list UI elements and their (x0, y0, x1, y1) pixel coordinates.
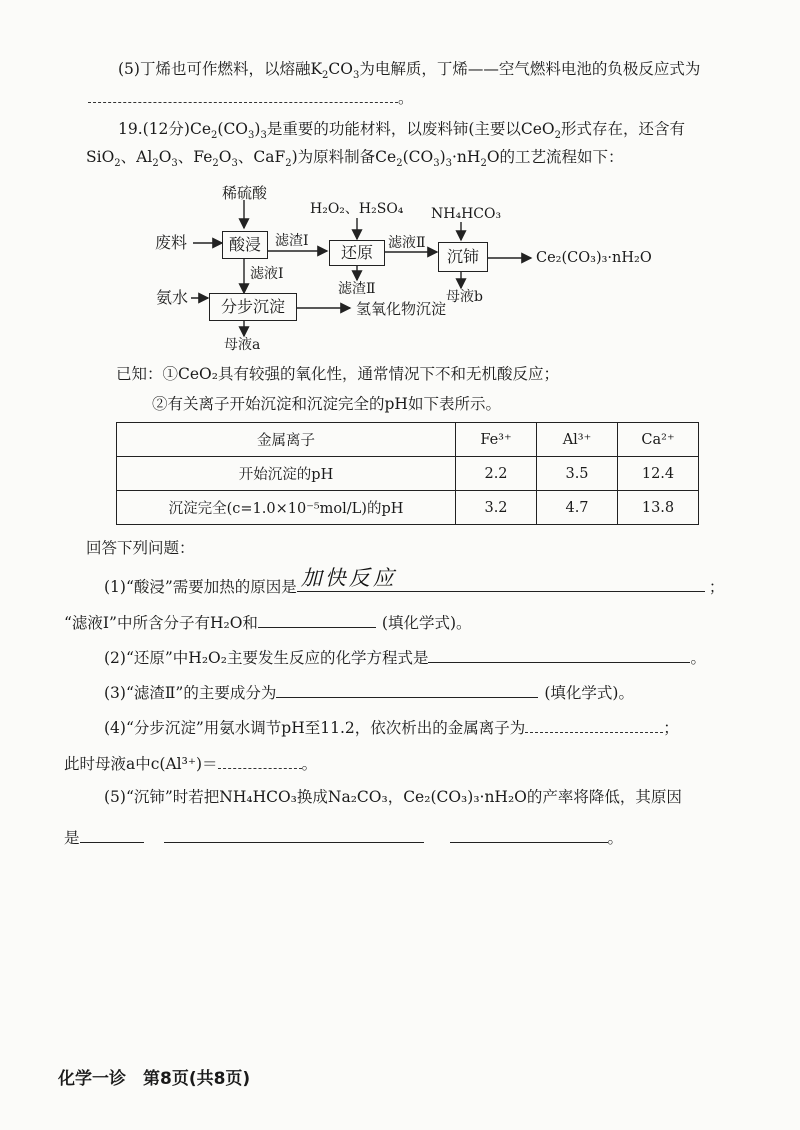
sub: 3 (445, 158, 452, 170)
table-row (117, 423, 699, 457)
q18-5-text: 为电解质，丁烯——空气燃料电池的负极反应式为 (359, 60, 701, 78)
sub: 3 (231, 158, 238, 170)
sub: 2 (212, 158, 219, 170)
q1-line (104, 566, 725, 598)
text: ) (439, 148, 446, 166)
filtrate1-down-label: 滤液Ⅰ (250, 266, 284, 282)
q18-5-text: CO (328, 60, 353, 78)
mother-b-label: 母液b (446, 289, 483, 305)
period: 。 (690, 649, 706, 667)
table-cell: Fe³⁺ (456, 423, 537, 457)
text: 、Fe (177, 148, 213, 166)
q5-answer-blank[interactable] (164, 826, 424, 843)
reagent-acid: 稀硫酸 (222, 184, 268, 202)
table-cell: Ca²⁺ (618, 423, 699, 457)
q2-line (104, 646, 706, 669)
sub: 2 (114, 158, 121, 170)
table-cell: 12.4 (618, 457, 699, 491)
period: 。 (398, 89, 414, 107)
text: 形式存在，还含有 (561, 120, 686, 138)
text: )为原料制备Ce (291, 148, 397, 166)
table-cell: 3.5 (537, 457, 618, 491)
q3-end: (填化学式)。 (544, 684, 634, 702)
sub: 3 (260, 130, 267, 142)
text: O (218, 148, 232, 166)
ph-table (116, 422, 699, 525)
q4b-text: 此时母液a中c(Al³⁺)＝ (64, 755, 218, 773)
sub: 3 (248, 130, 255, 142)
q4-answer-blank[interactable] (525, 716, 663, 733)
sub: 3 (353, 70, 360, 82)
text: 、CaF (237, 148, 286, 166)
period: 。 (607, 829, 624, 847)
q3-text: (3)“滤渣Ⅱ”的主要成分为 (104, 684, 277, 702)
sub: 2 (396, 158, 403, 170)
q4b-line (64, 752, 317, 775)
table-cell: 沉淀完全(c=1.0×10⁻⁵mol/L)的pH (117, 491, 456, 525)
filtrate1-label: 滤渣Ⅰ (275, 233, 309, 249)
q4b-answer-blank[interactable] (218, 752, 302, 769)
table-cell: 开始沉淀的pH (117, 457, 456, 491)
q2-answer-blank[interactable] (428, 646, 690, 663)
q4-line (104, 716, 679, 739)
q18-5-text: (5)丁烯也可作燃料，以熔融K (118, 60, 323, 78)
sub: 3 (171, 158, 178, 170)
q5b-text: 是 (64, 829, 80, 847)
sub: 2 (480, 158, 487, 170)
text: ·nH (452, 148, 481, 166)
hydroxide-label: 氢氧化物沉淀 (356, 300, 447, 318)
sub: 3 (433, 158, 440, 170)
q1b-text: “滤液Ⅰ”中所含分子有H₂O和 (64, 614, 258, 632)
text: 19.(12分)Ce (118, 120, 212, 138)
handwritten-answer: 加快反应 (300, 566, 397, 590)
semicolon: ； (663, 719, 679, 737)
q1-text: (1)“酸浸”需要加热的原因是 (104, 578, 297, 596)
text: SiO (86, 148, 115, 166)
table-cell: 金属离子 (117, 423, 456, 457)
text: 、Al (120, 148, 153, 166)
table-row (117, 457, 699, 491)
table-cell: 2.2 (456, 457, 537, 491)
table-cell: 13.8 (618, 491, 699, 525)
table-cell: 4.7 (537, 491, 618, 525)
text: ) (254, 120, 261, 138)
filtrate2-label: 滤液Ⅱ (388, 235, 426, 251)
q1b-answer-blank[interactable] (258, 611, 376, 628)
table-row (117, 491, 699, 525)
text: O (158, 148, 172, 166)
semicolon: ； (708, 578, 725, 596)
q5-answer-blank[interactable] (80, 826, 144, 843)
reagent-ammonia: 氨水 (156, 288, 189, 307)
box-leach: 酸浸 (222, 231, 268, 259)
sub: 2 (322, 70, 329, 82)
box-stepwise: 分步沉淀 (209, 293, 297, 321)
text: 是重要的功能材料，以废料铈(主要以CeO (266, 120, 555, 138)
residue2-label: 滤渣Ⅱ (338, 281, 376, 297)
table-cell: Al³⁺ (537, 423, 618, 457)
page-footer: 化学一诊 第8页(共8页) (58, 1069, 251, 1089)
text: (CO (217, 120, 249, 138)
known-2: ②有关离子开始沉淀和沉淀完全的pH如下表所示。 (152, 395, 501, 413)
reagent-reduce: H₂O₂、H₂SO₄ (310, 201, 404, 217)
q5-answer-blank[interactable] (450, 826, 608, 843)
text: (CO (402, 148, 434, 166)
sub: 2 (554, 130, 561, 142)
box-reduce: 还原 (329, 240, 385, 266)
sub: 2 (152, 158, 159, 170)
q1b-end: (填化学式)。 (381, 614, 472, 632)
q5-line (104, 786, 682, 808)
sub: 2 (285, 158, 292, 170)
table-cell: 3.2 (456, 491, 537, 525)
q1-answer-blank[interactable] (297, 566, 705, 592)
answer-prompt: 回答下列问题： (86, 539, 195, 557)
text: O的工艺流程如下： (486, 148, 624, 166)
reagent-precip: NH₄HCO₃ (431, 206, 502, 222)
period: 。 (301, 755, 318, 773)
mother-a-label: 母液a (224, 337, 261, 353)
box-precip: 沉铈 (438, 242, 488, 272)
sub: 2 (211, 130, 218, 142)
q1b-line (64, 611, 472, 634)
product-label: Ce₂(CO₃)₃·nH₂O (536, 250, 652, 266)
q2-text: (2)“还原”中H₂O₂主要发生反应的化学方程式是 (104, 649, 429, 667)
q5b-line (64, 826, 623, 849)
known-1: 已知：①CeO₂具有较强的氧化性，通常情况下不和无机酸反应； (116, 365, 559, 383)
q4-text: (4)“分步沉淀”用氨水调节pH至11.2，依次析出的金属离子为 (104, 719, 526, 737)
input-waste: 废料 (155, 233, 188, 252)
q3-answer-blank[interactable] (276, 681, 538, 698)
q5-text: (5)“沉铈”时若把NH₄HCO₃换成Na₂CO₃，Ce₂(CO₃)₃·nH₂O的产率将降低，其原因 (104, 788, 682, 806)
q3-line (104, 681, 634, 704)
